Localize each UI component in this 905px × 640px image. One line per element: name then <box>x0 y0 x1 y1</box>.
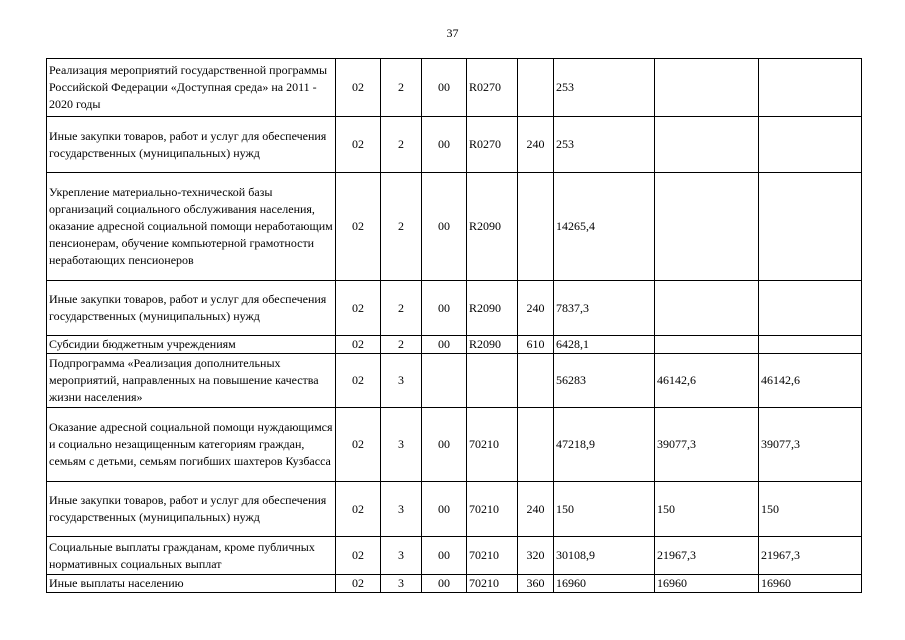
row-description: Иные закупки товаров, работ и услуг для обеспечения государственных (муниципальных) нужд <box>47 482 336 537</box>
row-main-code: 00 <box>422 575 467 593</box>
row-amount-year3: 46142,6 <box>759 354 862 408</box>
row-expense-type: 320 <box>518 537 554 575</box>
row-section-code: 02 <box>336 482 381 537</box>
row-amount-year1: 6428,1 <box>554 336 655 354</box>
row-expense-type <box>518 354 554 408</box>
row-target-code: R2090 <box>467 336 518 354</box>
row-expense-type <box>518 173 554 281</box>
row-amount-year1: 253 <box>554 117 655 173</box>
row-subprogram-code: 3 <box>381 537 422 575</box>
row-amount-year3: 16960 <box>759 575 862 593</box>
row-description: Иные закупки товаров, работ и услуг для обеспечения государственных (муниципальных) нужд <box>47 117 336 173</box>
row-amount-year2 <box>655 117 759 173</box>
row-description: Оказание адресной социальной помощи нуждающимся и социально незащищенным категориям граждан, семьям с детьми, семьям погибших шахтеров Кузбасса <box>47 408 336 482</box>
row-main-code: 00 <box>422 281 467 336</box>
row-target-code: R0270 <box>467 117 518 173</box>
table-row <box>47 575 862 593</box>
row-subprogram-code: 3 <box>381 354 422 408</box>
row-subprogram-code: 2 <box>381 59 422 117</box>
row-description: Социальные выплаты гражданам, кроме публичных нормативных социальных выплат <box>47 537 336 575</box>
budget-table <box>46 58 862 593</box>
row-main-code: 00 <box>422 173 467 281</box>
row-main-code <box>422 354 467 408</box>
row-subprogram-code: 2 <box>381 173 422 281</box>
row-subprogram-code: 3 <box>381 408 422 482</box>
row-subprogram-code: 2 <box>381 117 422 173</box>
row-section-code: 02 <box>336 117 381 173</box>
row-main-code: 00 <box>422 408 467 482</box>
row-amount-year2: 21967,3 <box>655 537 759 575</box>
row-amount-year3 <box>759 59 862 117</box>
row-description: Субсидии бюджетным учреждениям <box>47 336 336 354</box>
row-amount-year3 <box>759 173 862 281</box>
row-amount-year1: 47218,9 <box>554 408 655 482</box>
row-subprogram-code: 3 <box>381 482 422 537</box>
row-amount-year1: 7837,3 <box>554 281 655 336</box>
row-amount-year3: 150 <box>759 482 862 537</box>
row-subprogram-code: 2 <box>381 336 422 354</box>
row-amount-year1: 150 <box>554 482 655 537</box>
table-row <box>47 281 862 336</box>
row-expense-type <box>518 59 554 117</box>
row-target-code <box>467 354 518 408</box>
row-expense-type <box>518 408 554 482</box>
row-amount-year3 <box>759 117 862 173</box>
row-expense-type: 360 <box>518 575 554 593</box>
table-row <box>47 117 862 173</box>
table-row <box>47 482 862 537</box>
row-amount-year1: 14265,4 <box>554 173 655 281</box>
row-amount-year3: 21967,3 <box>759 537 862 575</box>
row-main-code: 00 <box>422 117 467 173</box>
row-expense-type: 610 <box>518 336 554 354</box>
row-target-code: 70210 <box>467 482 518 537</box>
row-section-code: 02 <box>336 408 381 482</box>
row-expense-type: 240 <box>518 281 554 336</box>
row-amount-year2 <box>655 59 759 117</box>
row-section-code: 02 <box>336 336 381 354</box>
row-main-code: 00 <box>422 336 467 354</box>
row-amount-year3 <box>759 281 862 336</box>
row-target-code: 70210 <box>467 408 518 482</box>
table-row <box>47 354 862 408</box>
row-target-code: 70210 <box>467 537 518 575</box>
row-amount-year2 <box>655 336 759 354</box>
row-expense-type: 240 <box>518 117 554 173</box>
row-amount-year2 <box>655 173 759 281</box>
row-subprogram-code: 2 <box>381 281 422 336</box>
row-description: Реализация мероприятий государственной программы Российской Федерации «Доступная среда» на 2011 - 2020 годы <box>47 59 336 117</box>
table-row <box>47 59 862 117</box>
row-section-code: 02 <box>336 59 381 117</box>
row-section-code: 02 <box>336 537 381 575</box>
row-amount-year3 <box>759 336 862 354</box>
table-row <box>47 173 862 281</box>
row-section-code: 02 <box>336 173 381 281</box>
row-amount-year2: 16960 <box>655 575 759 593</box>
table-row <box>47 336 862 354</box>
row-amount-year1: 56283 <box>554 354 655 408</box>
row-description: Иные закупки товаров, работ и услуг для обеспечения государственных (муниципальных) нужд <box>47 281 336 336</box>
row-target-code: R2090 <box>467 281 518 336</box>
row-amount-year2: 39077,3 <box>655 408 759 482</box>
page-number: 37 <box>446 26 459 40</box>
row-main-code: 00 <box>422 482 467 537</box>
row-description: Иные выплаты населению <box>47 575 336 593</box>
row-amount-year1: 253 <box>554 59 655 117</box>
row-amount-year2: 46142,6 <box>655 354 759 408</box>
table-row <box>47 408 862 482</box>
row-section-code: 02 <box>336 281 381 336</box>
row-amount-year3: 39077,3 <box>759 408 862 482</box>
row-amount-year2 <box>655 281 759 336</box>
row-description: Укрепление материально-технической базы организаций социального обслуживания населения, оказание адресной социальной помощи неработающим пенсионерам, обучение компьютерной грамотности неработающих пенсионеров <box>47 173 336 281</box>
row-amount-year1: 16960 <box>554 575 655 593</box>
row-expense-type: 240 <box>518 482 554 537</box>
row-section-code: 02 <box>336 575 381 593</box>
row-target-code: 70210 <box>467 575 518 593</box>
row-target-code: R2090 <box>467 173 518 281</box>
row-amount-year1: 30108,9 <box>554 537 655 575</box>
row-subprogram-code: 3 <box>381 575 422 593</box>
row-main-code: 00 <box>422 537 467 575</box>
row-main-code: 00 <box>422 59 467 117</box>
row-section-code: 02 <box>336 354 381 408</box>
row-amount-year2: 150 <box>655 482 759 537</box>
table-row <box>47 537 862 575</box>
row-description: Подпрограмма «Реализация дополнительных мероприятий, направленных на повышение качества жизни населения» <box>47 354 336 408</box>
row-target-code: R0270 <box>467 59 518 117</box>
